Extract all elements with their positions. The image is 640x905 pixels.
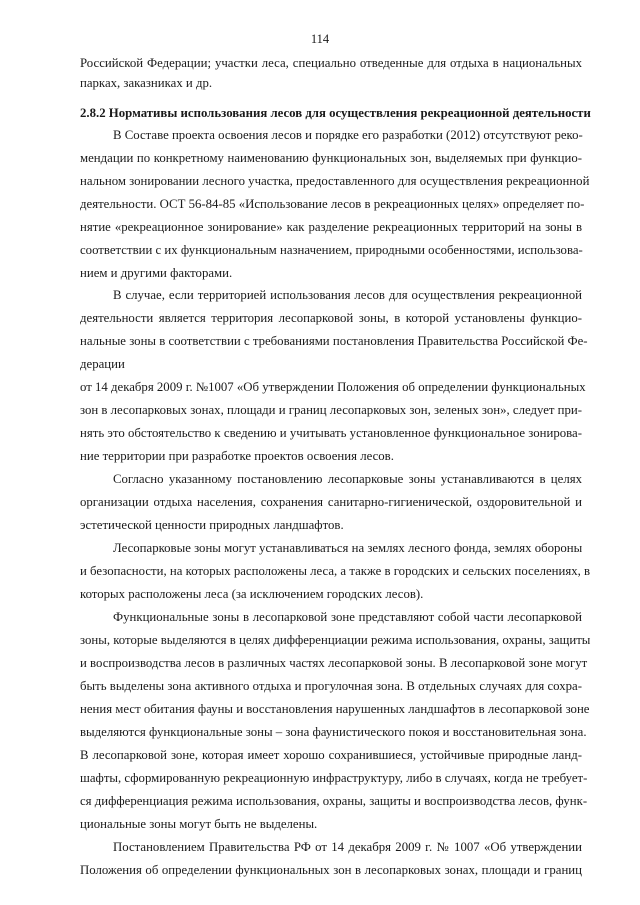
text-line: шафты, сформированную рекреационную инфраструктуру, либо в случаях, когда не требует- — [80, 771, 588, 785]
text-line: мендации по конкретному наименованию функциональных зон, выделяемых при функцио- — [80, 151, 582, 165]
text-line: Согласно указанному постановлению лесопарковые зоны устанавливаются в целях — [113, 472, 582, 486]
text-line: ние территории при разработке проектов освоения лесов. — [80, 449, 394, 463]
text-line: нальные зоны в соответствии с требованиями постановления Правительства Российской Фе- — [80, 334, 588, 348]
text-line: ся дифференциация режима использования, охраны, защиты и воспроизводства лесов, функ- — [80, 794, 588, 808]
text-line: Положения об определении функциональных зон в лесопарковых зонах, площади и границ — [80, 863, 582, 877]
text-line: деятельности является территория лесопарковой зоны, в которой установлены функцио- — [80, 311, 582, 325]
text-line: Российской Федерации; участки леса, специально отведенные для отдыха в национальных — [80, 56, 582, 70]
text-line: зон в лесопарковых зонах, площади и границ лесопарковых зон, зеленых зон», следует при- — [80, 403, 583, 417]
text-line: быть выделены зона активного отдыха и прогулочная зона. В отдельных случаях для сохра- — [80, 679, 582, 693]
section-heading: 2.8.2 Нормативы использования лесов для осуществления рекреационной деятельности — [80, 106, 591, 120]
text-line: и безопасности, на которых расположены леса, а также в городских и сельских поселениях, в — [80, 564, 591, 578]
text-line: дерации — [80, 357, 125, 371]
text-line: парках, заказниках и др. — [80, 76, 213, 90]
page-number: 114 — [310, 32, 330, 46]
text-line: соответствии с их функциональным назначением, природными особенностями, использова- — [80, 243, 583, 257]
text-line: Постановлением Правительства РФ от 14 декабря 2009 г. № 1007 «Об утверждении — [113, 840, 582, 854]
text-line: В Составе проекта освоения лесов и порядке его разработки (2012) отсутствуют реко- — [113, 128, 583, 142]
text-line: нять это обстоятельство к сведению и учитывать установленное функциональное зонирова- — [80, 426, 582, 440]
text-line: Лесопарковые зоны могут устанавливаться на землях лесного фонда, землях обороны — [113, 541, 583, 555]
text-line: В лесопарковой зоне, которая имеет хорошо сохранившиеся, устойчивые природные ланд- — [80, 748, 582, 762]
text-line: В случае, если территорией использования лесов для осуществления рекреационной — [113, 288, 582, 302]
text-line: нятие «рекреационное зонирование» как разделение рекреационных территорий на зоны в — [80, 220, 582, 234]
text-line: выделяются функциональные зоны – зона фаунистического покоя и восстановительная зона. — [80, 725, 587, 739]
text-line: организации отдыха населения, сохранения санитарно-гигиенической, оздоровительной и — [80, 495, 582, 509]
text-line: зоны, которые выделяются в целях дифференциации режима использования, охраны, защиты — [80, 633, 591, 647]
text-line: нием и другими факторами. — [80, 266, 233, 280]
text-line: нальном зонировании лесного участка, предоставленного для осуществления рекреационной — [80, 174, 590, 188]
text-line: циональные зоны могут быть не выделены. — [80, 817, 318, 831]
text-line: которых расположены леса (за исключением городских лесов). — [80, 587, 424, 601]
text-line: и воспроизводства лесов в различных частях лесопарковой зоны. В лесопарковой зоне могут — [80, 656, 588, 670]
text-line: нения мест обитания фауны и восстановления нарушенных ландшафтов в лесопарковой зоне — [80, 702, 590, 716]
text-line: деятельности. ОСТ 56-84-85 «Использование лесов в рекреационных целях» определяет по- — [80, 197, 585, 211]
text-line: Функциональные зоны в лесопарковой зоне представляют собой части лесопарковой — [113, 610, 582, 624]
text-line: от 14 декабря 2009 г. №1007 «Об утверждении Положения об определении функциональных — [80, 380, 586, 394]
text-line: эстетической ценности природных ландшафтов. — [80, 518, 344, 532]
